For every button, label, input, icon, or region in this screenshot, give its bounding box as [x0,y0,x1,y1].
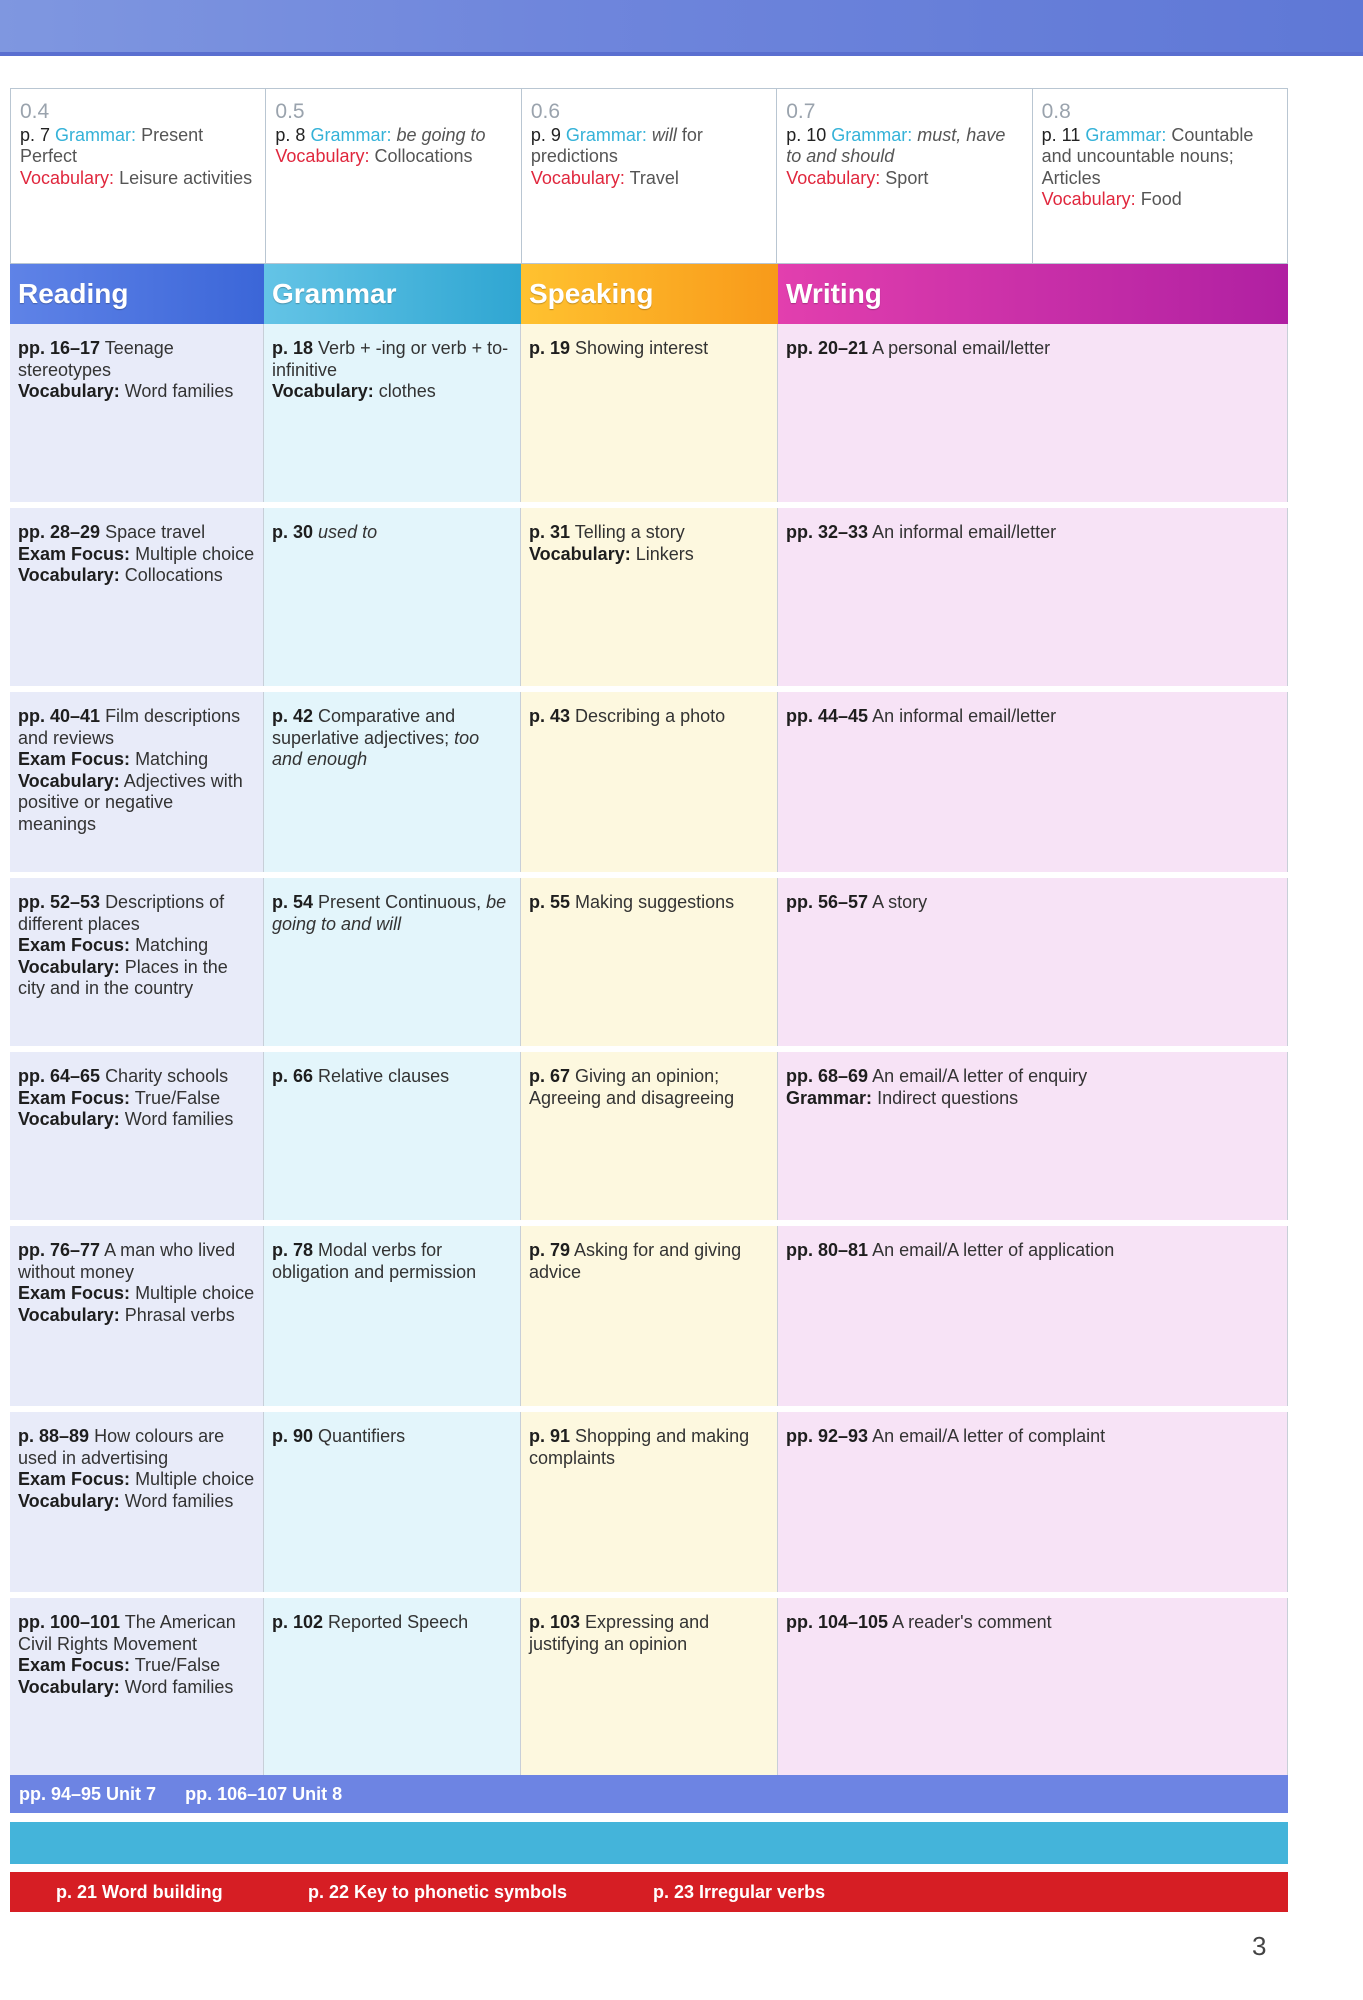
intro-cell-0-6 [522,89,777,263]
grammar-cell [264,1412,521,1592]
writing-cell [778,878,1288,1046]
reading-cell [10,1052,264,1220]
page-ref: p. 7 [20,124,51,145]
topic: The American Civil Rights Movement [18,1612,236,1654]
page-ref: p. 88–89 [18,1426,90,1446]
topic: An email/A letter of enquiry [872,1066,1088,1086]
reference-pages-bar [10,1872,1288,1912]
vocabulary-label: Vocabulary: [275,146,370,166]
page-ref: p. 67 [529,1066,571,1086]
grammar-italic: will [651,124,677,145]
vocabulary-text: Adjectives with positive or negative meanings [18,770,243,834]
topic: A man who lived without money [18,1240,236,1282]
contents-table [10,264,1288,1788]
topic: Quantifiers [318,1426,406,1446]
writing-cell [778,508,1288,686]
exam-focus-text: Matching [135,935,209,955]
page-ref: p. 103 [529,1612,581,1632]
page-ref: p. 66 [272,1066,314,1086]
vocabulary-text: Sport [885,167,929,188]
vocabulary-text: Word families [124,1676,234,1697]
table-row [10,692,1288,878]
grammar-text: be going to [396,124,486,145]
unit-number: 0.7 [786,100,816,123]
speaking-cell [521,1052,778,1220]
vocabulary-text: Travel [629,167,679,188]
topic: Descriptions of different places [18,892,225,934]
column-headers [10,264,1288,324]
grammar-label: Grammar: [831,124,913,145]
reading-cell [10,692,264,872]
page-ref: pp. 56–57 [786,892,869,912]
vocabulary-text: clothes [378,381,436,401]
page-ref: p. 78 [272,1240,314,1260]
topic: Present Continuous, [318,892,482,912]
exam-focus-label: Exam Focus: [18,749,131,769]
page-ref: pp. 44–45 [786,706,869,726]
page-ref: pp. 52–53 [18,892,101,912]
page-ref: p. 91 [529,1426,571,1446]
vocabulary-label: Vocabulary: [1041,189,1136,209]
grammar-label: Grammar: [786,1087,873,1108]
intro-cell-0-5 [266,89,521,263]
table-row [10,1226,1288,1412]
topic: Showing interest [575,338,709,358]
table-row [10,324,1288,508]
grammar-cell [264,324,521,502]
exam-focus-label: Exam Focus: [18,1087,131,1108]
page-ref: p. 42 [272,706,314,726]
unit-8-ref: pp. 106–107 Unit 8 [185,1784,343,1804]
writing-cell [778,1052,1288,1220]
exam-focus-text: Matching [135,749,209,769]
topic-italic: too and enough [272,727,480,769]
page-ref: pp. 28–29 [18,522,101,542]
page-ref: p. 90 [272,1426,314,1446]
topic: Expressing and justifying an opinion [529,1612,710,1654]
units-review-bar [10,1775,1288,1813]
vocabulary-label: Vocabulary: [272,381,374,401]
grammar-cell [264,878,521,1046]
vocabulary-text: Word families [124,1109,234,1129]
page-ref: pp. 20–21 [786,338,869,358]
grammar-cell [264,508,521,686]
writing-cell [778,324,1288,502]
vocabulary-text: Places in the city and in the country [18,956,228,998]
vocabulary-label: Vocabulary: [20,167,115,188]
exam-focus-text: Multiple choice [135,1469,255,1489]
irregular-verbs-ref: p. 23 Irregular verbs [653,1882,826,1902]
word-building-ref: p. 21 Word building [56,1882,223,1902]
speaking-cell [521,1598,778,1788]
vocabulary-text: Linkers [635,543,694,564]
topic: An email/A letter of application [872,1240,1115,1260]
table-row [10,1052,1288,1226]
intro-cell-0-8 [1033,89,1287,263]
intro-cell-0-7 [777,89,1032,263]
topic: Describing a photo [575,706,726,726]
page-ref: pp. 64–65 [18,1066,101,1086]
grammar-cell [264,692,521,872]
top-color-band [0,0,1363,56]
vocabulary-label: Vocabulary: [530,167,625,188]
page-ref: p. 55 [529,892,571,912]
exam-focus-label: Exam Focus: [18,543,131,564]
topic-italic: be going to and will [272,892,507,934]
intro-units-row [10,88,1288,264]
page-ref: p. 54 [272,892,314,912]
table-row [10,878,1288,1052]
header-writing: Writing [778,264,1288,324]
topic: Space travel [105,522,206,542]
grammar-cell [264,1052,521,1220]
table-row [10,1412,1288,1598]
unit-number: 0.4 [20,100,50,123]
page-ref: p. 8 [275,124,306,145]
unit-7-ref: pp. 94–95 Unit 7 [19,1784,157,1804]
topic: Film descriptions and reviews [18,706,241,748]
vocabulary-label: Vocabulary: [786,167,881,188]
vocabulary-label: Vocabulary: [529,543,631,564]
speaking-cell [521,878,778,1046]
header-reading: Reading [10,264,264,324]
vocabulary-label: Vocabulary: [18,770,120,791]
grammar-text: must, have to and should [786,124,1006,166]
exam-focus-label: Exam Focus: [18,1469,131,1489]
writing-cell [778,1598,1288,1788]
page-ref: p. 102 [272,1612,324,1632]
unit-number: 0.5 [275,100,305,123]
topic: An email/A letter of complaint [872,1426,1106,1446]
page-number: 3 [1252,1931,1267,1961]
topic: Telling a story [574,522,685,542]
grammar-text: Indirect questions [877,1087,1019,1108]
reading-cell [10,1412,264,1592]
reading-cell [10,1598,264,1788]
page-ref: pp. 32–33 [786,522,869,542]
speaking-cell [521,1226,778,1406]
topic: Relative clauses [318,1066,450,1086]
topic: Making suggestions [575,892,735,912]
writing-cell [778,692,1288,872]
topic: Shopping and making complaints [529,1426,750,1468]
vocabulary-label: Vocabulary: [18,1109,120,1129]
writing-cell [778,1226,1288,1406]
page-ref: pp. 100–101 [18,1612,121,1632]
grammar-label: Grammar: [310,124,392,145]
teal-divider-bar [10,1822,1288,1864]
vocabulary-label: Vocabulary: [18,1676,120,1697]
page-ref: pp. 68–69 [786,1066,869,1086]
topic: An informal email/letter [872,522,1057,542]
intro-cell-0-4 [11,89,266,263]
topic: A story [872,892,928,912]
grammar-cell [264,1598,521,1788]
vocabulary-label: Vocabulary: [18,1490,120,1511]
vocabulary-text: Collocations [374,146,473,166]
page-ref: p. 18 [272,338,314,358]
topic: A reader's comment [892,1612,1052,1632]
vocabulary-text: Word families [124,381,234,401]
topic: Teenage stereotypes [18,338,174,380]
topic: Reported Speech [328,1612,469,1632]
topic: used to [318,522,378,542]
vocabulary-label: Vocabulary: [18,565,120,585]
topic: Modal verbs for obligation and permission [272,1240,477,1282]
exam-focus-label: Exam Focus: [18,1655,131,1675]
page-ref: p. 79 [529,1240,571,1260]
exam-focus-text: Multiple choice [135,1283,255,1303]
unit-number: 0.6 [530,100,561,123]
topic: Charity schools [105,1066,229,1086]
vocabulary-label: Vocabulary: [18,381,120,401]
vocabulary-text: Food [1140,189,1182,209]
exam-focus-text: True/False [134,1655,221,1675]
exam-focus-label: Exam Focus: [18,1283,131,1303]
reading-cell [10,508,264,686]
table-row [10,508,1288,692]
page-ref: pp. 16–17 [18,338,101,358]
page-ref: pp. 76–77 [18,1240,101,1260]
grammar-cell [264,1226,521,1406]
vocabulary-text: Collocations [124,565,223,585]
grammar-text: Present Perfect [20,124,204,166]
page-ref: p. 31 [529,522,571,542]
table-row [10,1598,1288,1788]
speaking-cell [521,324,778,502]
header-speaking: Speaking [521,264,778,324]
topic: How colours are used in advertising [18,1426,225,1468]
speaking-cell [521,508,778,686]
phonetic-symbols-ref: p. 22 Key to phonetic symbols [308,1882,568,1902]
header-grammar: Grammar [264,264,521,324]
reading-cell [10,324,264,502]
page-ref: pp. 104–105 [786,1612,889,1632]
topic: Asking for and giving advice [529,1240,742,1282]
page-ref: pp. 80–81 [786,1240,869,1260]
topic: An informal email/letter [872,706,1057,726]
vocabulary-label: Vocabulary: [18,1304,120,1325]
grammar-label: Grammar: [565,124,647,145]
vocabulary-text: Word families [124,1490,234,1511]
grammar-text: Countable and uncountable nouns; Articles [1041,124,1254,188]
topic: Verb + -ing or verb + to-infinitive [272,338,509,380]
speaking-cell [521,692,778,872]
reading-cell [10,1226,264,1406]
grammar-label: Grammar: [55,124,137,145]
vocabulary-label: Vocabulary: [18,956,120,977]
topic: Comparative and superlative adjectives; [272,706,456,748]
topic: A personal email/letter [872,338,1051,358]
vocabulary-text: Leisure activities [119,167,253,188]
topic: Giving an opinion; Agreeing and disagreeing [529,1066,735,1108]
page-ref: p. 10 [786,124,827,145]
page-ref: p. 11 [1041,124,1081,145]
grammar-text: for predictions [530,124,703,166]
vocabulary-text: Phrasal verbs [124,1304,235,1325]
unit-number: 0.8 [1041,100,1071,123]
writing-cell [778,1412,1288,1592]
reading-cell [10,878,264,1046]
page-ref: pp. 40–41 [18,706,101,726]
page-ref: p. 19 [529,338,571,358]
exam-focus-text: True/False [134,1087,221,1108]
speaking-cell [521,1412,778,1592]
exam-focus-label: Exam Focus: [18,935,131,955]
page-ref: p. 43 [529,706,571,726]
page-ref: p. 9 [530,124,561,145]
page-ref: pp. 92–93 [786,1426,869,1446]
exam-focus-text: Multiple choice [135,543,255,564]
grammar-label: Grammar: [1085,124,1167,145]
page-ref: p. 30 [272,522,314,542]
